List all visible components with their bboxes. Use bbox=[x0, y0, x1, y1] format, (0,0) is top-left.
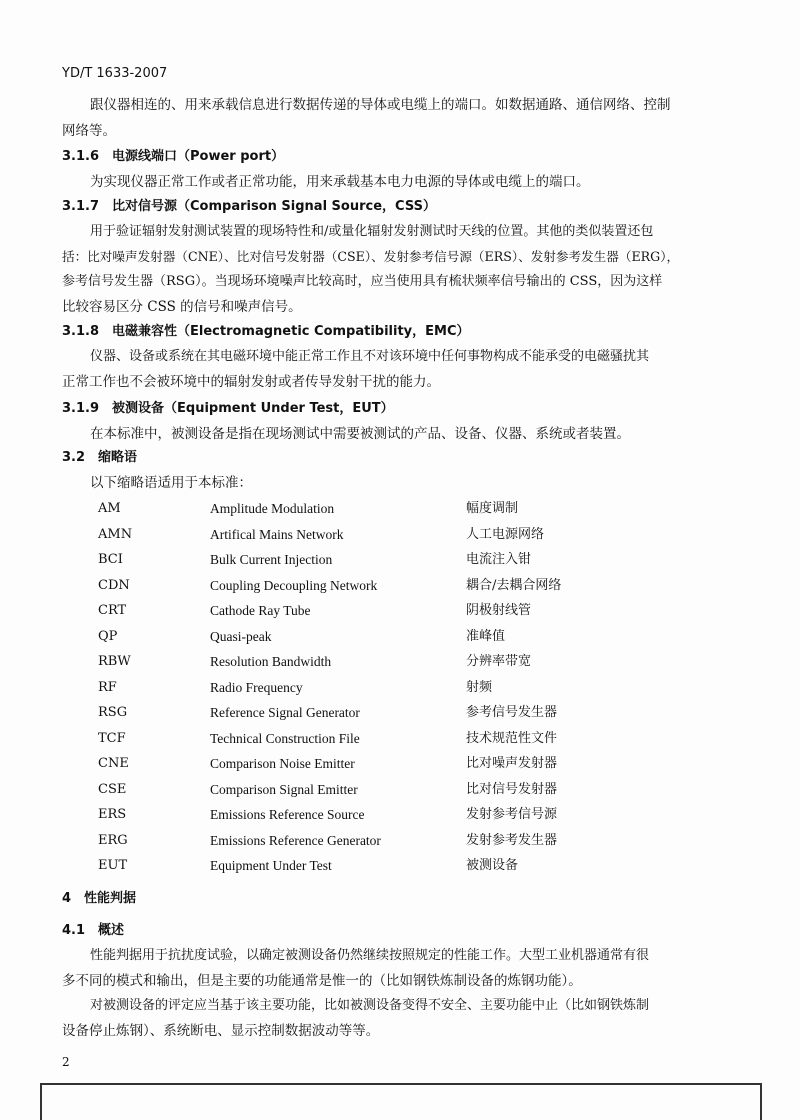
chinese-term: 准峰值 bbox=[466, 628, 506, 644]
english-term: Quasi-peak bbox=[210, 628, 272, 644]
abbreviation-row bbox=[98, 577, 698, 597]
section-heading: 4 性能判据 bbox=[62, 891, 137, 906]
paragraph: 正常工作也不会被环境中的辐射发射或者传导发射干扰的能力。 bbox=[62, 374, 440, 390]
paragraph: 跟仪器相连的、用来承载信息进行数据传递的导体或电缆上的端口。如数据通路、通信网络、控制 bbox=[90, 97, 671, 113]
abbreviation-row bbox=[98, 730, 698, 750]
abbreviation-row bbox=[98, 500, 698, 520]
abbreviation: CDN bbox=[98, 577, 130, 593]
chinese-term: 幅度调制 bbox=[466, 501, 519, 516]
paragraph: 仪器、设备或系统在其电磁环境中能正常工作且不对该环境中任何事物构成不能承受的电磁骚扰其 bbox=[90, 349, 650, 364]
abbreviation: RBW bbox=[98, 654, 131, 669]
english-term: Emissions Reference Generator bbox=[210, 832, 381, 848]
paragraph: 比较容易区分 CSS 的信号和噪声信号。 bbox=[62, 299, 302, 315]
section-heading: 4.1 概述 bbox=[62, 923, 125, 938]
english-term: Reference Signal Generator bbox=[210, 705, 360, 720]
english-term: Bulk Current Injection bbox=[210, 552, 333, 567]
paragraph: 参考信号发生器（RSG）。当现场环境噪声比较高时，应当使用具有梳状频率信号输出的 CSS，因为这样 bbox=[62, 274, 663, 289]
abbreviation-row bbox=[98, 781, 698, 801]
english-term: Cathode Ray Tube bbox=[210, 603, 311, 618]
clause-heading: 3.1.9 被测设备（Equipment Under Test，EUT） bbox=[62, 401, 394, 416]
paragraph: 网络等。 bbox=[62, 123, 116, 139]
abbreviation-row bbox=[98, 857, 698, 877]
clause-heading: 3.1.8 电磁兼容性（Electromagnetic Compatibility，EMC） bbox=[62, 324, 470, 339]
paragraph: 用于验证辐射发射测试装置的现场特性和/或量化辐射发射测试时天线的位置。其他的类似装置还包 bbox=[90, 224, 654, 239]
abbreviation: ERS bbox=[98, 807, 127, 822]
english-term: Coupling Decoupling Network bbox=[210, 577, 378, 593]
english-term: Artifical Mains Network bbox=[210, 526, 344, 542]
paragraph: 以下缩略语适用于本标准： bbox=[90, 475, 252, 491]
chinese-term: 比对信号发射器 bbox=[466, 781, 558, 797]
english-term: Comparison Signal Emitter bbox=[210, 781, 358, 797]
abbreviation-row bbox=[98, 704, 698, 724]
abbreviation: RF bbox=[98, 679, 117, 695]
chinese-term: 技术规范性文件 bbox=[466, 730, 558, 746]
abbreviation: CRT bbox=[98, 603, 127, 618]
page-number: 2 bbox=[62, 1055, 70, 1069]
standard-number-header: YD/T 1633-2007 bbox=[62, 66, 168, 81]
abbreviation-row bbox=[98, 602, 698, 622]
abbreviation: QP bbox=[98, 628, 118, 644]
english-term: Resolution Bandwidth bbox=[210, 654, 332, 669]
section-heading: 3.2 缩略语 bbox=[62, 450, 138, 465]
english-term: Amplitude Modulation bbox=[210, 501, 335, 516]
english-term: Radio Frequency bbox=[210, 679, 303, 695]
abbreviation-row bbox=[98, 653, 698, 673]
chinese-term: 射频 bbox=[466, 679, 493, 695]
abbreviation: CNE bbox=[98, 756, 129, 771]
abbreviation-row bbox=[98, 679, 698, 699]
clause-heading: 3.1.7 比对信号源（Comparison Signal Source，CSS） bbox=[62, 199, 436, 214]
chinese-term: 电流注入钳 bbox=[466, 552, 532, 567]
abbreviation-row bbox=[98, 832, 698, 852]
abbreviation: AMN bbox=[98, 526, 133, 542]
footer-box bbox=[40, 1083, 762, 1120]
chinese-term: 耦合/去耦合网络 bbox=[466, 577, 562, 593]
abbreviation-row bbox=[98, 755, 698, 775]
paragraph: 设备停止炼钢）、系统断电、显示控制数据波动等等。 bbox=[62, 1023, 380, 1039]
chinese-term: 人工电源网络 bbox=[466, 526, 545, 542]
abbreviation-row bbox=[98, 628, 698, 648]
abbreviation: EUT bbox=[98, 858, 128, 873]
chinese-term: 比对噪声发射器 bbox=[466, 756, 558, 771]
paragraph: 括：比对噪声发射器（CNE）、比对信号发射器（CSE）、发射参考信号源（ERS）、发射参考发生器（ERG）， bbox=[62, 249, 680, 264]
chinese-term: 被测设备 bbox=[466, 858, 519, 873]
chinese-term: 分辨率带宽 bbox=[466, 654, 532, 669]
paragraph: 多不同的模式和输出，但是主要的功能通常是惟一的（比如钢铁炼制设备的炼钢功能）。 bbox=[62, 973, 582, 989]
chinese-term: 发射参考发生器 bbox=[466, 832, 558, 848]
abbreviation: ERG bbox=[98, 832, 128, 848]
paragraph: 为实现仪器正常工作或者正常功能，用来承载基本电力电源的导体或电缆上的端口。 bbox=[90, 174, 590, 190]
abbreviation-row bbox=[98, 526, 698, 546]
paragraph: 性能判据用于抗扰度试验，以确定被测设备仍然继续按照规定的性能工作。大型工业机器通常有很 bbox=[90, 948, 650, 963]
clause-heading: 3.1.6 电源线端口（Power port） bbox=[62, 149, 285, 164]
abbreviation: TCF bbox=[98, 730, 126, 746]
chinese-term: 阴极射线管 bbox=[466, 603, 532, 618]
english-term: Technical Construction File bbox=[210, 730, 360, 746]
english-term: Emissions Reference Source bbox=[210, 807, 365, 822]
chinese-term: 参考信号发生器 bbox=[466, 705, 558, 720]
english-term: Equipment Under Test bbox=[210, 858, 332, 873]
english-term: Comparison Noise Emitter bbox=[210, 756, 355, 771]
abbreviation: AM bbox=[98, 501, 121, 516]
paragraph: 对被测设备的评定应当基于该主要功能，比如被测设备变得不安全、主要功能中止（比如钢铁炼制 bbox=[90, 998, 650, 1013]
abbreviation: BCI bbox=[98, 552, 123, 567]
chinese-term: 发射参考信号源 bbox=[466, 807, 558, 822]
abbreviation: RSG bbox=[98, 705, 128, 720]
paragraph: 在本标准中，被测设备是指在现场测试中需要被测试的产品、设备、仪器、系统或者装置。 bbox=[90, 426, 630, 442]
abbreviation-row bbox=[98, 806, 698, 826]
abbreviation: CSE bbox=[98, 781, 127, 797]
abbreviation-row bbox=[98, 551, 698, 571]
